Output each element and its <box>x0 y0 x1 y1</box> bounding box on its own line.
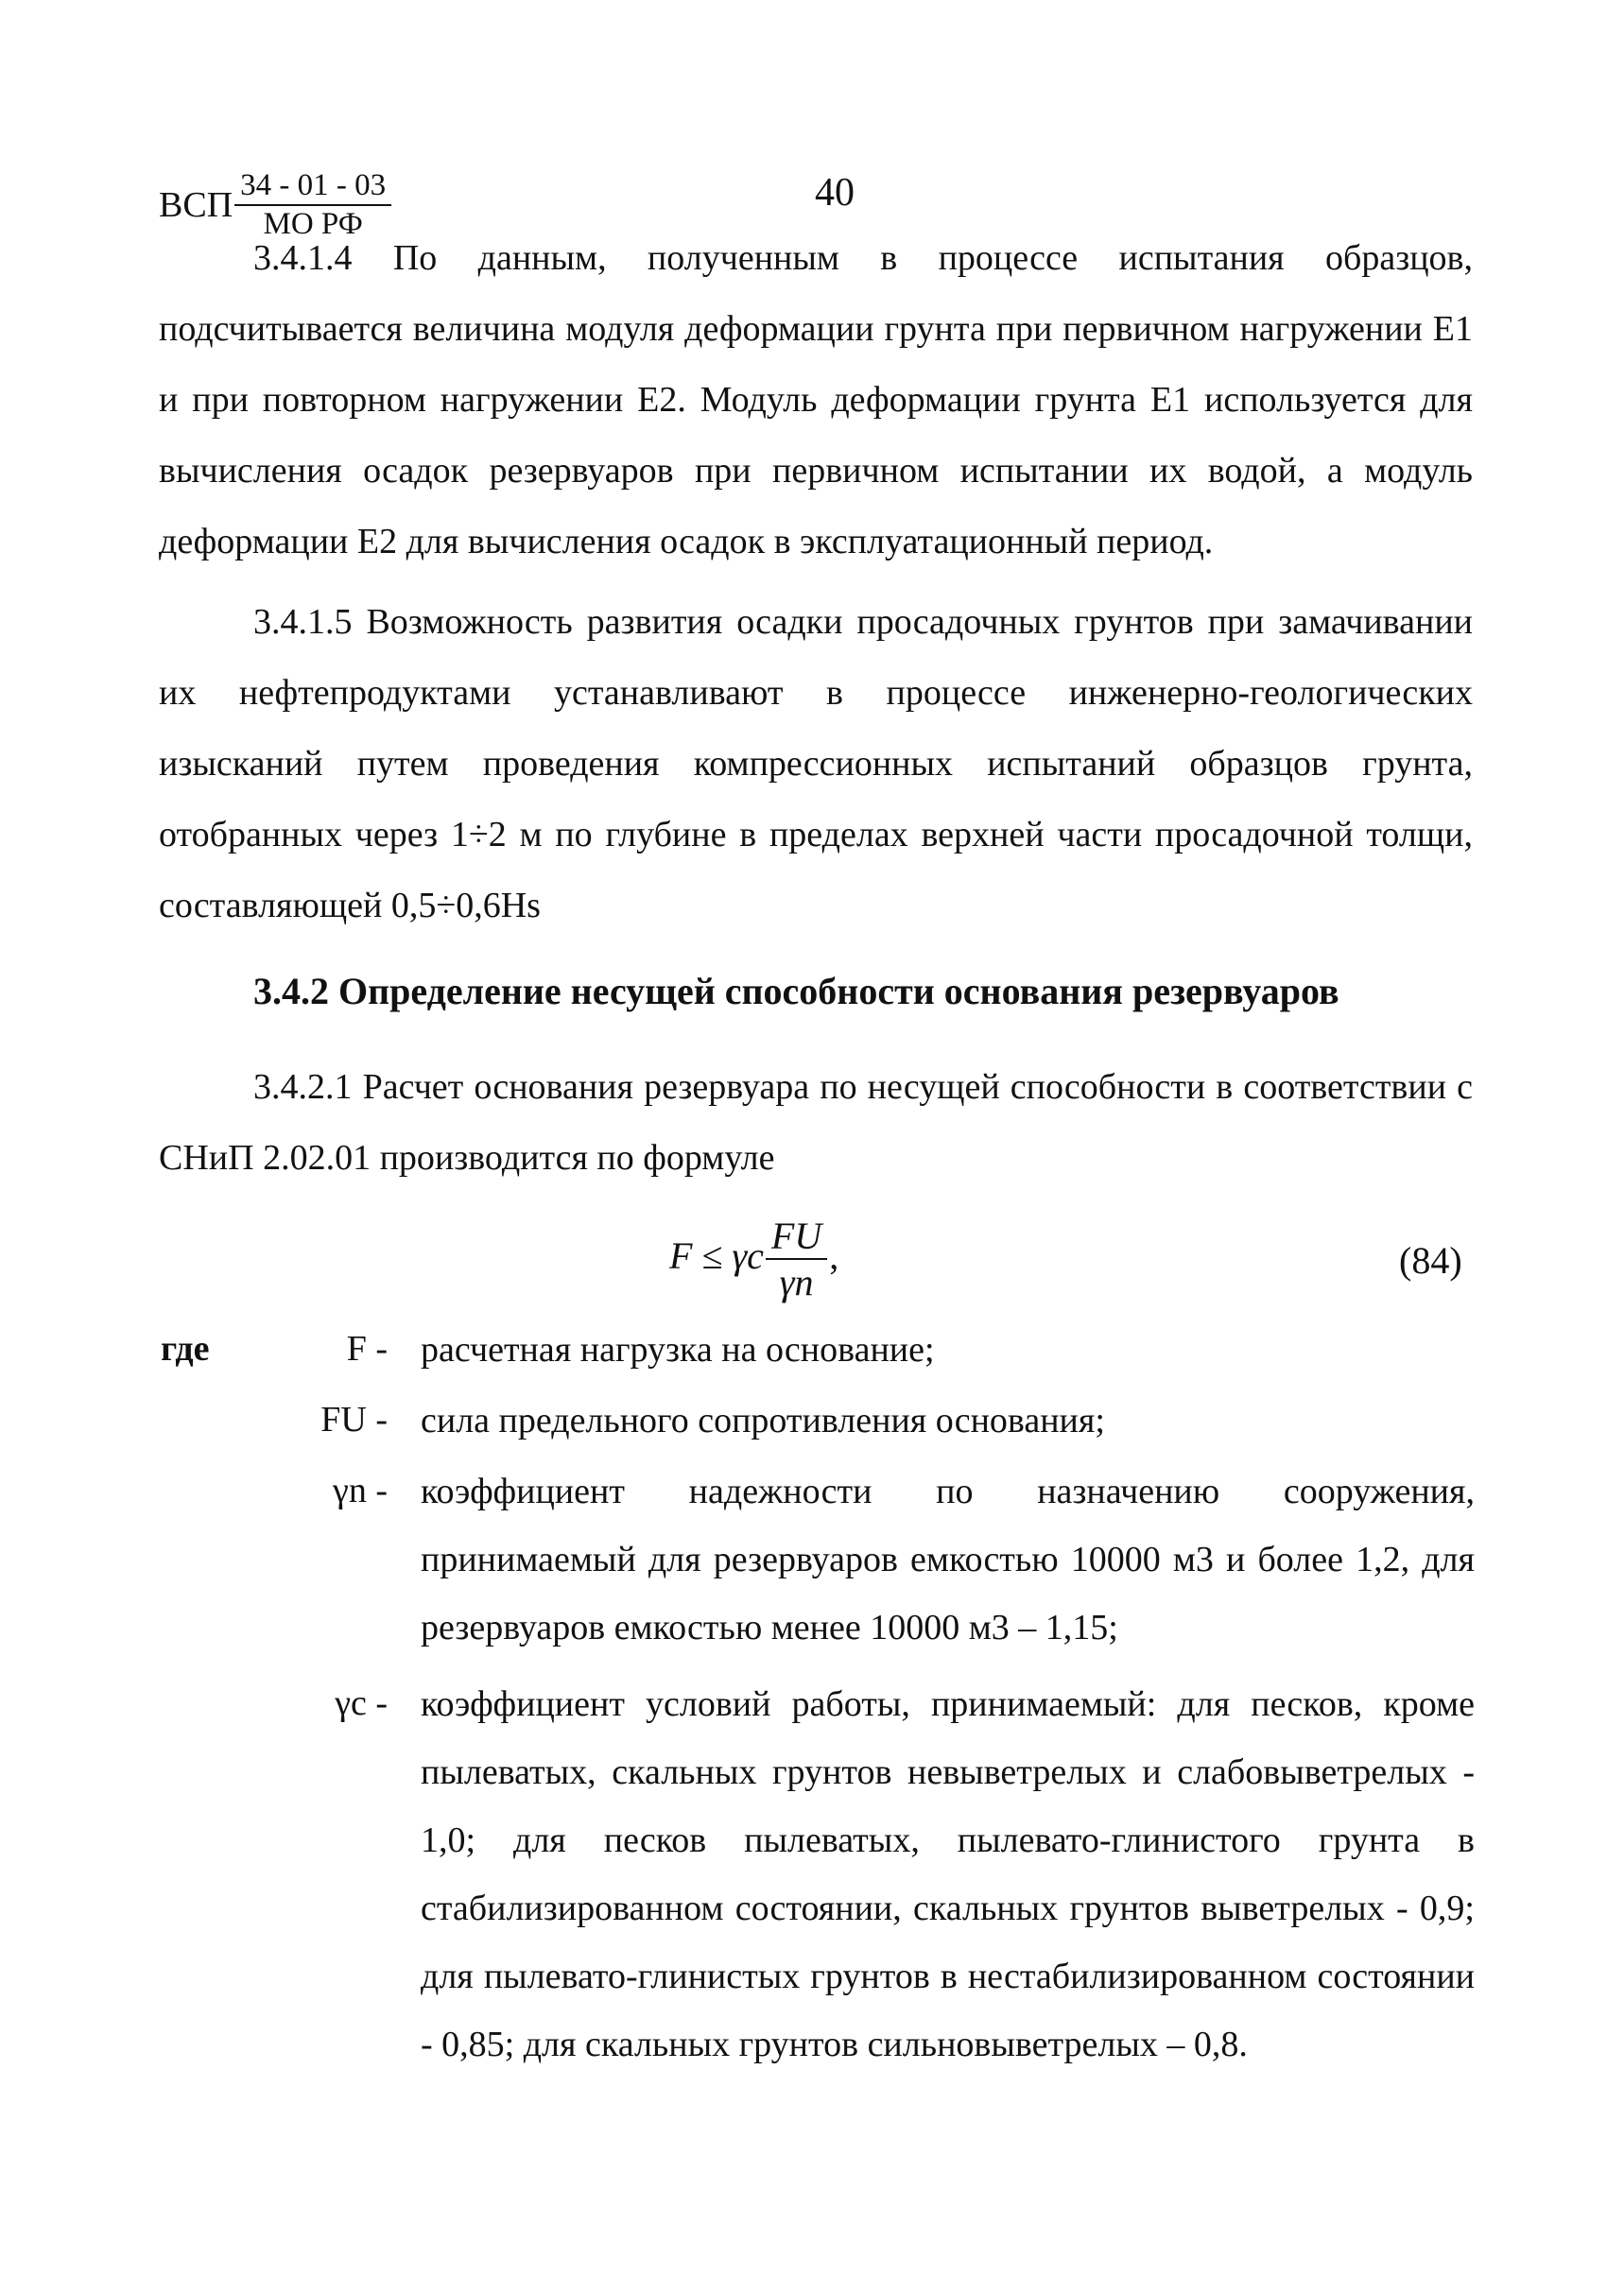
definition-text: сила предельного сопротивления основания; <box>421 1401 1105 1440</box>
doc-code-numerator: 34 - 01 - 03 <box>234 168 391 206</box>
where-label: где <box>161 1329 210 1369</box>
formula-lhs: F ≤ γc <box>669 1234 764 1278</box>
formula-numerator: FU <box>766 1215 827 1260</box>
definition-text: расчетная нагрузка на основание; <box>421 1330 935 1370</box>
paragraph-3-4-1-5: 3.4.1.5 Возможность развития осадки просадочных грунтов при замачивании их нефтепродуктами устанавливают в процессе инженерно-геологических изысканий путем проведения компрессионных испытаний образцов грунта, отобранных через 1÷2 м по глубине в пределах верхней части просадочной толщи, составляющей 0,5÷0,6Hs <box>159 602 1473 925</box>
section-heading-3-4-2: 3.4.2 Определение несущей способности основания резервуаров <box>253 970 1339 1012</box>
definition-text: коэффициент условий работы, принимаемый: для песков, кроме пылеватых, скальных грунтов невыветрелых и слабовыветрелых - 1,0; для песков пылеватых, пылевато-глинистого грунта в стабилизированном состоянии, скальных грунтов выветрелых - 0,9; для пылевато-глинистых грунтов в нестабилизированном состоянии - 0,85; для скальных грунтов сильновыветрелых – 0,8. <box>421 1684 1475 2064</box>
doc-code-denominator: МО РФ <box>263 207 363 241</box>
definition-symbol: γn - <box>333 1471 388 1510</box>
equation-number: (84) <box>1399 1239 1462 1282</box>
paragraph-3-4-1-4: 3.4.1.4 По данным, полученным в процессе испытания образцов, подсчитывается величина модуля деформации грунта при первичном нагружении E1 и при повторном нагружении E2. Модуль деформации грунта E1 используется для вычисления осадок резервуаров при первичном испытании их водой, а модуль деформации E2 для вычисления осадок в эксплуатационный период. <box>159 238 1473 561</box>
page-number: 40 <box>815 171 855 215</box>
definition-symbol: FU - <box>320 1400 388 1440</box>
definition-text: коэффициент надежности по назначению сооружения, принимаемый для резервуаров емкостью 10000 м3 и более 1,2, для резервуаров емкостью менее 10000 м3 – 1,15; <box>421 1472 1475 1647</box>
formula-denominator: γn <box>779 1261 814 1303</box>
formula-fraction <box>766 1215 827 1305</box>
definition-symbol: γc - <box>335 1683 388 1723</box>
doc-prefix: ВСП <box>159 185 233 225</box>
formula-84: F ≤ γc $\frac{FU}{\gamma n}$ , <box>669 1215 839 1303</box>
paragraph-3-4-2-1: 3.4.2.1 Расчет основания резервуара по несущей способности в соответствии с СНиП 2.02.01 производится по формуле <box>159 1067 1473 1178</box>
definition-symbol: F - <box>346 1329 388 1369</box>
